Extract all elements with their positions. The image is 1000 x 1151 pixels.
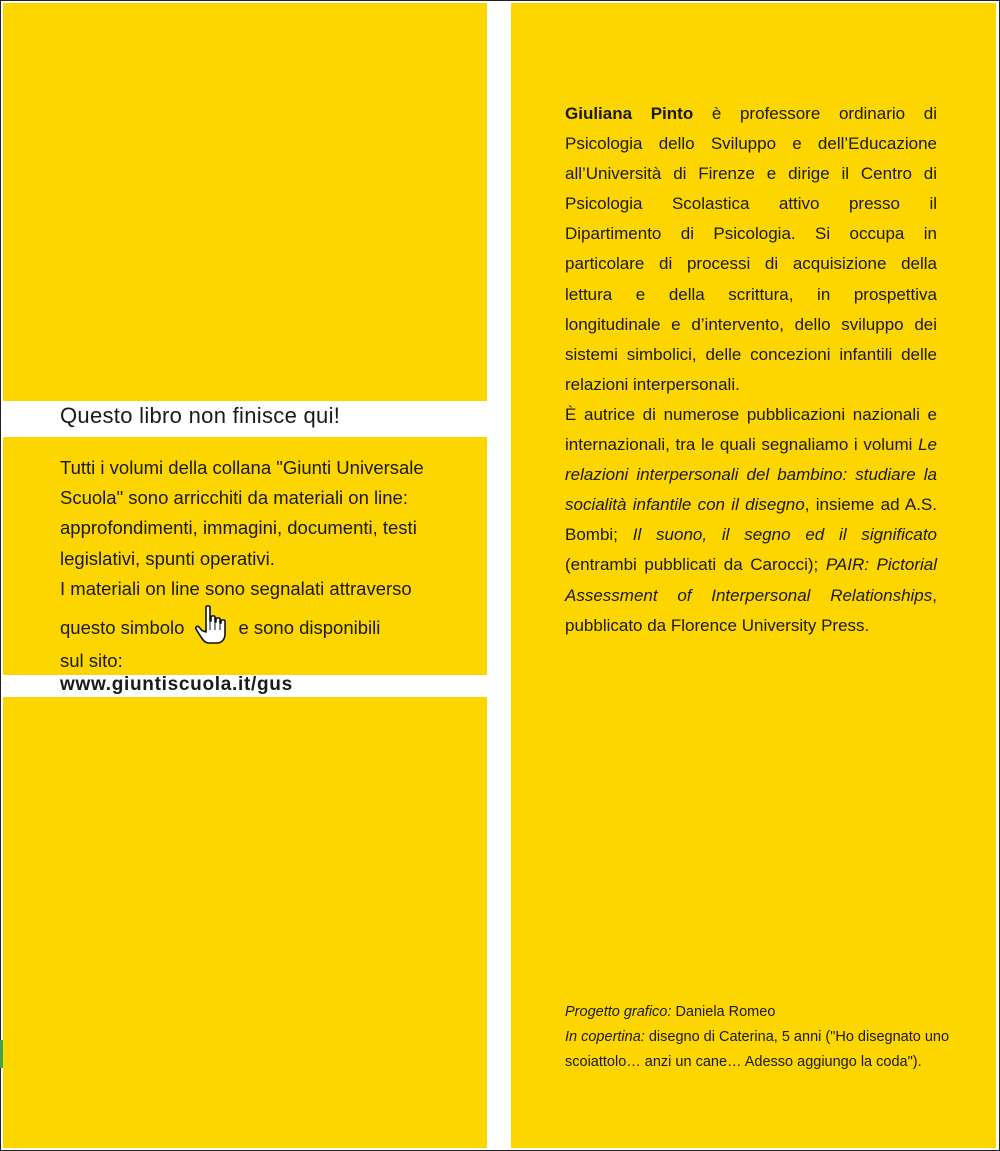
symbol-line: [60, 604, 480, 646]
credit-label: Progetto grafico:: [565, 1004, 672, 1020]
website-url[interactable]: www.giuntiscuola.it/gus: [60, 674, 293, 695]
credit-design: [565, 1000, 985, 1025]
online-materials-text: [60, 453, 480, 676]
author-bio: [565, 99, 937, 641]
book-note: (entrambi pubblicati da Carocci);: [565, 555, 819, 575]
left-bottom-panel: [3, 697, 487, 1148]
credit-label: In copertina:: [565, 1029, 645, 1045]
bio-paragraph: [565, 400, 937, 641]
pointing-hand-cursor-icon: [194, 604, 228, 646]
credit-value: Daniela Romeo: [675, 1004, 776, 1020]
edge-color-mark: [0, 1040, 3, 1068]
site-label: sul sito:: [60, 650, 123, 672]
intro-line: legislativi, spunti operativi.: [60, 547, 275, 569]
symbol-before-text: questo simbolo: [60, 617, 185, 639]
intro-line: Scuola" sono arricchiti da materiali on line:: [60, 487, 408, 509]
bio-paragraph: [565, 99, 937, 400]
author-name: Giuliana Pinto: [565, 104, 694, 123]
intro-line: I materiali on line sono segnalati attraverso: [60, 577, 412, 599]
bio-text: È autrice di numerose pubblicazioni nazionali e internazionali, tra le quali segnaliamo i volumi: [565, 404, 937, 455]
book-title: Le relazioni interpersonali del bambino: studiare la socialità infantile con il disegno: [565, 435, 937, 515]
intro-line: Tutti i volumi della collana "Giunti Universale: [60, 457, 424, 478]
left-top-panel: [3, 3, 487, 401]
symbol-after-text: e sono disponibili: [238, 617, 381, 639]
book-title: PAIR: Pictorial Assessment of Interpersonal Relationships: [565, 555, 937, 605]
book-note: , insieme ad A.S. Bombi;: [565, 495, 937, 545]
credit-value: disegno di Caterina, 5 anni ("Ho disegnato uno scoiattolo… anzi un cane… Adesso aggiungo la coda").: [565, 1029, 950, 1070]
intro-line: approfondimenti, immagini, documenti, testi: [60, 517, 417, 539]
credits: [565, 1000, 985, 1075]
book-note: , pubblicato da Florence University Press.: [565, 585, 937, 635]
book-title: Il suono, il segno ed il significato: [632, 525, 938, 545]
online-materials-heading: Questo libro non finisce qui!: [60, 403, 341, 428]
credit-cover: [565, 1025, 985, 1075]
bio-text: è professore ordinario di Psicologia dello Sviluppo e dell’Educazione all’Università di Firenze e dirige il Centro di Psicologia Scolastica attivo presso il Dipartimento di Psicologia. Si occupa in particolare di processi di acquisizione della lettura e della scrittura, in prospettiva longitudinale e d’intervento, dello sviluppo dei sistemi simbolici, delle concezioni infantili delle relazioni interpersonali.: [565, 104, 937, 394]
